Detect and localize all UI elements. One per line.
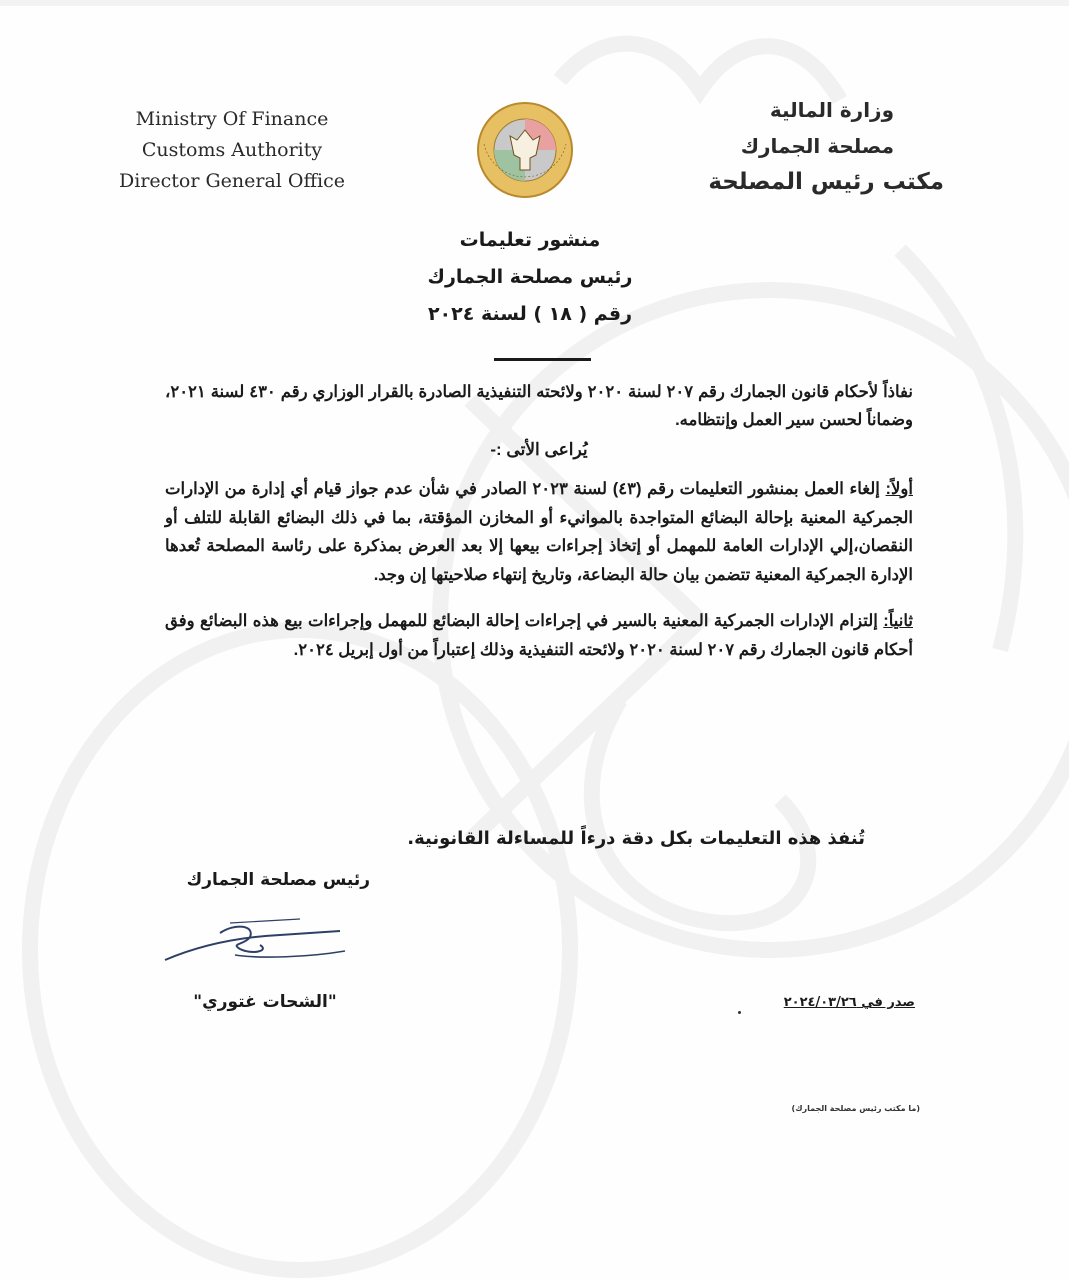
ministry-header-en [112, 104, 352, 197]
header-ar-line2: مصلحة الجمارك [740, 134, 894, 158]
watermark-stroke [900, 250, 1015, 650]
closing-statement: تُنفذ هذه التعليمات بكل دقة درءاً للمساءلة القانونية. [407, 828, 865, 849]
footnote: (ما مكتب رئيس مصلحة الجمارك) [791, 1104, 920, 1113]
title-line3: رقم ( ١٨ ) لسنة ٢٠٢٤ [427, 303, 633, 325]
subheading: يُراعى الأتى :- [490, 440, 588, 459]
signature-icon [160, 915, 350, 975]
header-en-line2: Customs Authority [141, 139, 323, 161]
circular-body [165, 378, 913, 682]
preamble: نفاذاً لأحكام قانون الجمارك رقم ٢٠٧ لسنة ٢٠٢٠ ولائحته التنفيذية الصادرة بالقرار الوزاري رقم ٤٣٠ لسنة ٢٠٢١، وضماناً لحسن سير العمل وإنتظامه. [165, 383, 913, 429]
title-line2: رئيس مصلحة الجمارك [427, 266, 633, 288]
issue-date: صدر في ٢٠٢٤/٠٣/٢٦ [783, 995, 915, 1010]
clause-label: ثانياً: [883, 612, 913, 630]
signature-stroke [230, 919, 300, 923]
top-bar [0, 0, 1069, 6]
clause-first [165, 475, 913, 589]
clause-label: أولاً: [885, 480, 913, 498]
header-ar-line1: وزارة المالية [769, 98, 894, 122]
customs-logo-icon [470, 100, 580, 200]
clause-text: إلغاء العمل بمنشور التعليمات رقم (٤٣) لسنة ٢٠٢٣ الصادر في شأن عدم جواز قيام أي إدارة من الإدارات الجمركية المعنية بإحالة البضائع المتواجدة بالموانيء أو المخازن المؤقتة، بما في ذلك البضائع القابلة للتلف أو النقصان،إلي الإدارات العامة للمهمل أو إتخاذ إجراءات بيعها إلا بعد العرض بمذكرة على رئاسة المصلحة تُعدها الإدارة الجمركية المعنية تتضمن بيان حالة البضاعة، وتاريخ إنتهاء صلاحيتها إن وجد. [165, 480, 913, 584]
header-en-line1: Ministry Of Finance [135, 108, 329, 130]
circular-title [330, 222, 730, 333]
header-en-line3: Director General Office [119, 170, 345, 192]
signatory-name: "الشحات غتوري" [193, 992, 337, 1012]
watermark-stroke [592, 700, 808, 923]
title-divider [494, 358, 591, 361]
clause-second [165, 607, 913, 664]
signatory-title: رئيس مصلحة الجمارك [186, 870, 370, 890]
ministry-header-ar [664, 92, 944, 200]
clause-text: إلتزام الإدارات الجمركية المعنية بالسير في إجراءات إحالة البضائع للمهمل وإجراءات بيع هذه البضائع وفق أحكام قانون الجمارك رقم ٢٠٧ لسنة ٢٠٢٠ ولائحته التنفيذية وذلك إعتباراً من أول إبريل ٢٠٢٤. [165, 612, 913, 659]
header-ar-line3: مكتب رئيس المصلحة [708, 169, 944, 195]
stray-dot [738, 1011, 741, 1014]
title-line1: منشور تعليمات [459, 229, 601, 251]
